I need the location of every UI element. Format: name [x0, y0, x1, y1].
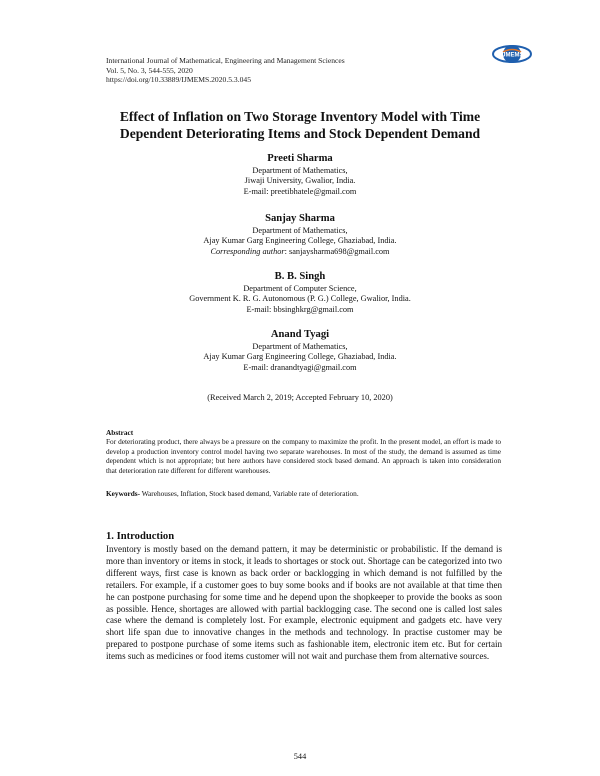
- journal-volume: Vol. 5, No. 3, 544-555, 2020: [106, 65, 193, 75]
- author-dept: Department of Mathematics,: [252, 166, 348, 175]
- introduction-text: Inventory is mostly based on the demand pattern, it may be deterministic or probabilistic. If the demand is more than inventory or items in stock, it leads to shortages or stock out. Shortage can be categorized into two different ways, first case is known as back order or backlogging in which demand is not fulfilled by the retailers. For example, if a customer goes to buy some books and if books are not available at that time then he can postpone purchasing for some time and he depend upon the shopkeeper to provide the books as soon as possible. Hence, shortages are allowed with partial backlogging case. The second one is called lost sales case where the demand is completely lost. For example, electronic equipment and gadgets etc. have very short life span due to innovative changes in the methods and technology. In practise customer may be prepared to postpone purchase of some items such as fashionable item, electronic item etc. But for certain items such as medicines or food items customer will not wait and purchase them from alternative sources.: [106, 544, 502, 662]
- author-name: B. B. Singh: [274, 271, 326, 282]
- keywords: [106, 489, 501, 498]
- logo-text: IJMEMS: [500, 52, 524, 59]
- page-number: 544: [293, 752, 307, 761]
- author-affiliation: Government K. R. G. Autonomous (P. G.) College, Gwalior, India.: [189, 294, 411, 304]
- author-name: Sanjay Sharma: [265, 213, 335, 224]
- author-email[interactable]: E-mail: preetibhatele@gmail.com: [243, 186, 357, 196]
- author-affiliation: Ajay Kumar Garg Engineering College, Ghaziabad, India.: [203, 352, 397, 362]
- title-line-2: Dependent Deteriorating Items and Stock Dependent Demand: [119, 126, 481, 141]
- abstract-heading: Abstract: [106, 428, 134, 437]
- author-affiliation: Jiwaji University, Gwalior, India.: [244, 176, 356, 186]
- journal-doi[interactable]: https://doi.org/10.33889/IJMEMS.2020.5.3.045: [106, 75, 251, 85]
- author-affiliation: Ajay Kumar Garg Engineering College, Ghaziabad, India.: [203, 236, 397, 246]
- journal-header: [106, 56, 486, 85]
- section-heading-introduction: 1. Introduction: [106, 531, 175, 542]
- journal-logo: [492, 42, 532, 66]
- keywords-text: Warehouses, Inflation, Stock based demand, Variable rate of deterioration.: [140, 489, 359, 498]
- abstract: [106, 428, 501, 475]
- author-name: Anand Tyagi: [270, 329, 330, 340]
- corresponding-author-label: Corresponding author: [210, 246, 285, 256]
- title-line-1: Effect of Inflation on Two Storage Inventory Model with Time: [119, 109, 481, 124]
- author-block: [80, 212, 520, 257]
- author-email[interactable]: E-mail: dranandtyagi@gmail.com: [243, 362, 357, 372]
- author-email[interactable]: [80, 247, 520, 257]
- author-email[interactable]: E-mail: bbsinghkrg@gmail.com: [246, 304, 354, 314]
- author-dept: Department of Computer Science,: [243, 284, 357, 293]
- keywords-label: Keywords-: [106, 489, 141, 498]
- author-dept: Department of Mathematics,: [252, 226, 348, 235]
- author-dept: Department of Mathematics,: [252, 342, 348, 351]
- author-block: [80, 328, 520, 373]
- author-block: [80, 270, 520, 315]
- abstract-text: For deteriorating product, there always be a pressure on the company to maximize the profit. In the present model, an effort is made to develop a production inventory control model having two separate warehouses. In most of the study, the demand is assumed as time dependent which is not appropriate; but here authors have considered stock based demand. An approach is taken into consideration that deterioration rate different for different warehouses.: [106, 437, 501, 475]
- author-email-address[interactable]: : sanjaysharma698@gmail.com: [284, 246, 390, 256]
- author-name: Preeti Sharma: [267, 153, 333, 164]
- received-dates: (Received March 2, 2019; Accepted February 10, 2020): [207, 393, 393, 402]
- journal-name: International Journal of Mathematical, Engineering and Management Sciences: [106, 56, 345, 65]
- paper-title: [80, 108, 520, 142]
- author-block: [80, 152, 520, 197]
